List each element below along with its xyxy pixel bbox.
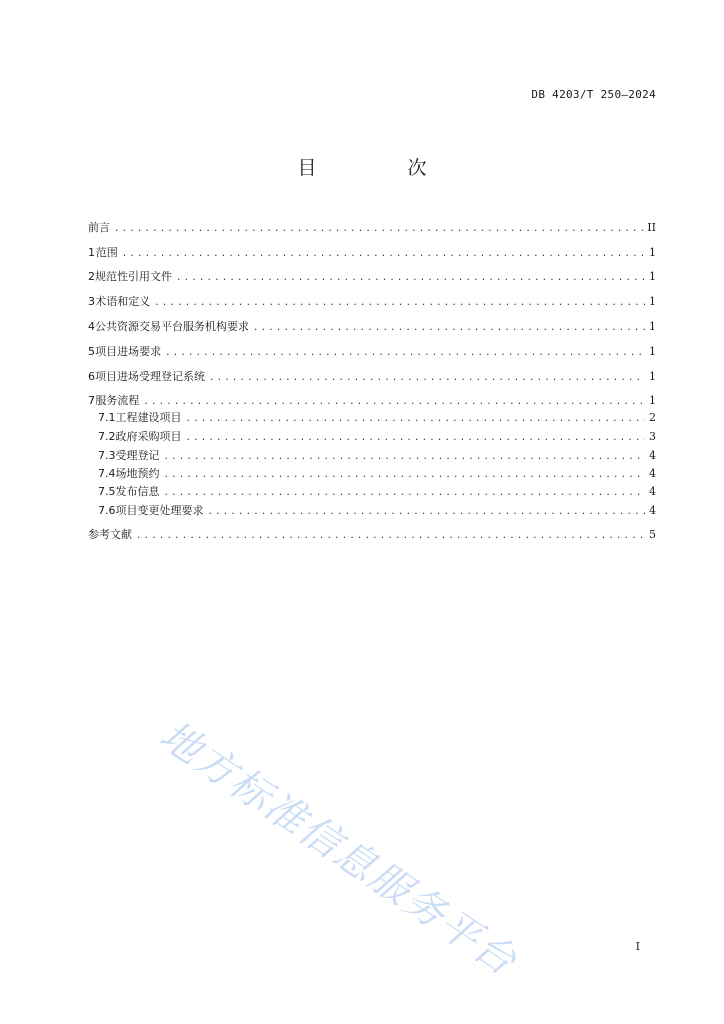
toc-entry-label: 项目进场受理登记系统 — [95, 370, 205, 383]
toc-entry[interactable] — [88, 318, 656, 334]
toc-entry-label: 前言 — [88, 221, 110, 234]
toc-entry-number: 7.5 — [98, 485, 116, 498]
toc-entry-page: 1 — [649, 295, 656, 308]
toc-entry-page: 1 — [649, 370, 656, 383]
toc-entry[interactable] — [98, 465, 656, 481]
standard-code: DB 4203/T 250—2024 — [531, 88, 656, 101]
toc-leader-dots — [208, 507, 646, 517]
toc-entry-number: 7 — [88, 394, 95, 407]
toc-entry-label: 参考文献 — [88, 528, 132, 541]
toc-entry-label: 公共资源交易平台服务机构要求 — [95, 320, 249, 333]
toc-leader-dots — [186, 433, 646, 443]
toc-entry[interactable] — [98, 483, 656, 499]
toc-entry-label: 术语和定义 — [95, 295, 151, 308]
toc-entry-number: 5 — [88, 345, 95, 358]
toc-entry-number: 7.2 — [98, 430, 116, 443]
watermark: 地方标准信息服务平台 — [151, 712, 526, 986]
toc-entry-label: 项目变更处理要求 — [115, 504, 204, 517]
toc-entry-label: 服务流程 — [95, 394, 140, 407]
toc-entry-number: 4 — [88, 320, 95, 333]
toc-entry-number: 7.6 — [98, 504, 116, 517]
toc-entry-page: 4 — [649, 504, 656, 517]
toc-entry-label: 政府采购项目 — [115, 430, 182, 443]
toc-entry-number: 3 — [88, 295, 95, 308]
toc-entry[interactable] — [88, 244, 656, 260]
toc-entry-page: 1 — [649, 270, 656, 283]
toc-leader-dots — [122, 249, 645, 259]
toc-leader-dots — [164, 452, 646, 462]
toc-entry-page: 1 — [649, 394, 656, 407]
toc-entry-page: 4 — [649, 467, 656, 480]
toc-leader-dots — [209, 373, 645, 383]
toc-entry[interactable] — [88, 268, 656, 284]
toc-leader-dots — [154, 298, 645, 308]
toc-entry-label: 发布信息 — [115, 485, 160, 498]
toc-leader-dots — [186, 414, 646, 424]
toc-entry-label: 项目进场要求 — [95, 345, 162, 358]
toc-entry-number: 2 — [88, 270, 95, 283]
toc-entry-page: 3 — [649, 430, 656, 443]
toc-leader-dots — [165, 348, 645, 358]
toc-entry[interactable] — [88, 526, 656, 542]
toc-entry[interactable] — [98, 502, 656, 518]
toc-entry-page: 4 — [649, 485, 656, 498]
toc-entry-number: 7.3 — [98, 449, 116, 462]
toc-entry-number: 7.1 — [98, 411, 116, 424]
toc-entry-label: 受理登记 — [115, 449, 160, 462]
toc-entry-page: 4 — [649, 449, 656, 462]
toc-entry[interactable] — [98, 409, 656, 425]
toc-entry[interactable] — [98, 447, 656, 463]
toc-leader-dots — [136, 531, 645, 541]
toc-entry-label: 场地预约 — [115, 467, 160, 480]
page-number: I — [635, 940, 640, 953]
toc-entry-label: 规范性引用文件 — [95, 270, 172, 283]
toc-entry-page: 1 — [649, 246, 656, 259]
toc-leader-dots — [253, 323, 645, 333]
toc-title: 目 次 — [297, 157, 463, 179]
toc-entry-page: 1 — [649, 320, 656, 333]
toc-entry[interactable] — [88, 293, 656, 309]
toc-entry[interactable] — [88, 392, 656, 408]
toc-entry-page: 5 — [649, 528, 656, 541]
toc-leader-dots — [176, 273, 645, 283]
toc-leader-dots — [114, 224, 643, 234]
toc-entry-number: 7.4 — [98, 467, 116, 480]
toc-entry-page: 2 — [649, 411, 656, 424]
toc-entry[interactable] — [88, 343, 656, 359]
toc-entry-page: 1 — [649, 345, 656, 358]
toc-entry[interactable] — [88, 368, 656, 384]
toc-entry-label: 工程建设项目 — [115, 411, 182, 424]
toc-entry[interactable] — [98, 428, 656, 444]
toc-entry[interactable] — [88, 219, 656, 235]
toc-entry-label: 范围 — [95, 246, 118, 259]
toc-entry-number: 6 — [88, 370, 95, 383]
toc-leader-dots — [143, 397, 645, 407]
toc-leader-dots — [164, 488, 646, 498]
toc-entry-number: 1 — [88, 246, 95, 259]
toc-leader-dots — [164, 470, 646, 480]
toc-entry-page: II — [647, 221, 656, 234]
